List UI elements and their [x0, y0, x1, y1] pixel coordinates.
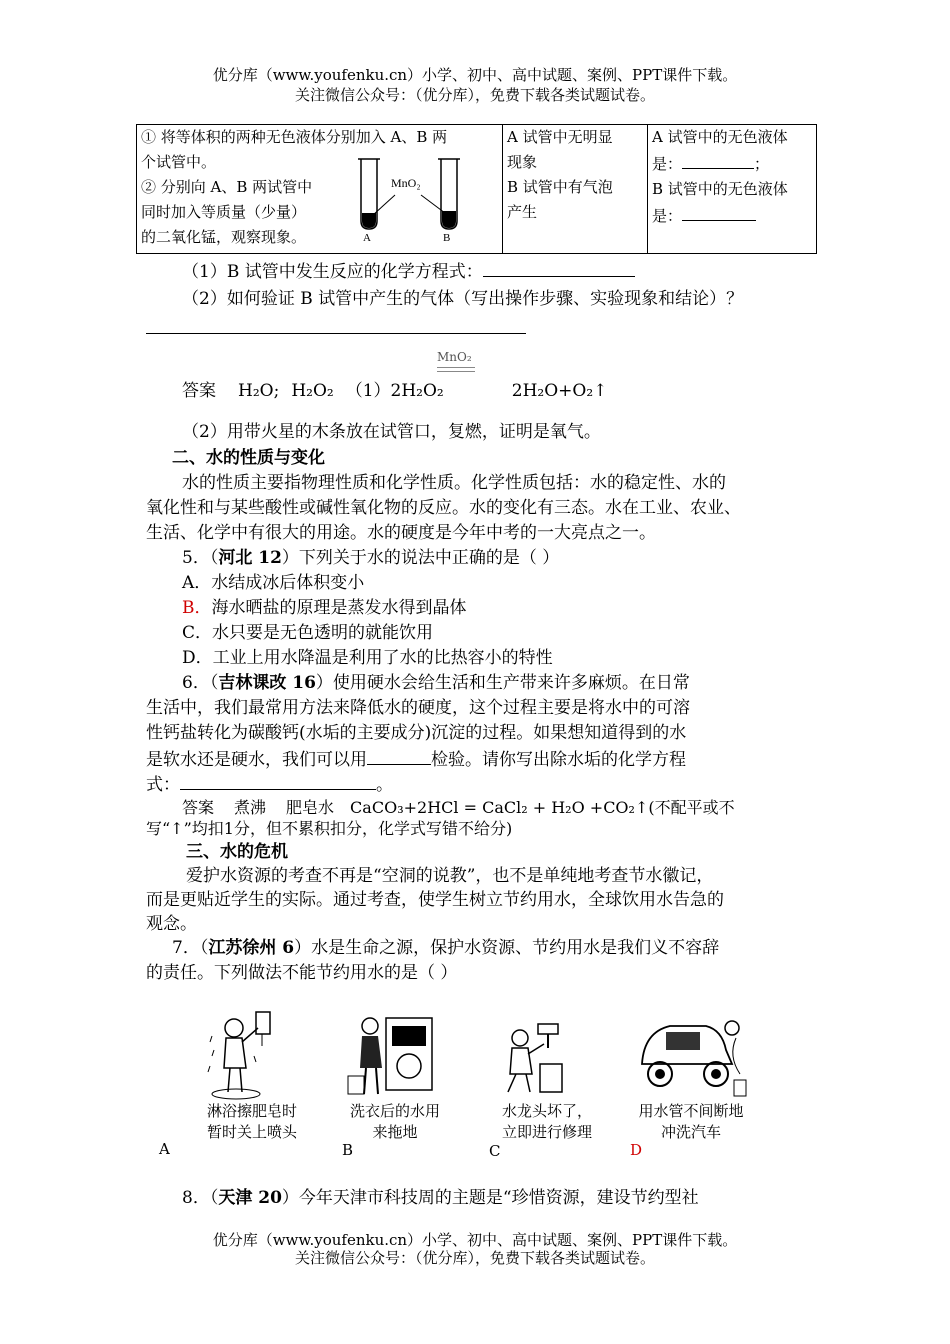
q-part1: （1）B 试管中发生反应的化学方程式：: [182, 258, 635, 285]
answer1-part2: （2）用带火星的木条放在试管口，复燃，证明是氧气。: [182, 422, 601, 442]
mno2-label: MnO₂: [391, 176, 421, 190]
picture-c-caption: 水龙头坏了， 立即进行修理: [501, 1102, 592, 1141]
q6-line-3: 性钙盐转化为碳酸钙(水垢的主要成分)沉淀的过程。如果想知道得到的水: [146, 723, 687, 743]
q5-option-d[interactable]: D．工业上用水降温是利用了水的比热容小的特性: [182, 648, 553, 668]
header-line-1: 优分库（www.youfenku.cn）小学、初中、高中试题、案例、PPT课件下载。: [212, 66, 738, 84]
q6-line-5: 式： 。: [146, 771, 393, 798]
answer-line: [146, 333, 526, 334]
procedure-line-2: 个试管中。: [141, 153, 217, 171]
q5-stem: 5．（河北 12）下列关于水的说法中正确的是（ ）: [182, 548, 560, 568]
q6-line-2: 生活中，我们最常用方法来降低水的硬度，这个过程主要是将水中的可溶: [146, 698, 690, 718]
q6-line-4: 是软水还是硬水，我们可以用 检验。请你写出除水垢的化学方程: [146, 746, 686, 773]
catalyst-label: MnO₂: [437, 350, 472, 364]
q6-answer-note: 写“↑”均扣1分，但不累积扣分，化学式写错不给分): [146, 819, 513, 838]
q5-option-a[interactable]: A．水结成冰后体积变小: [182, 573, 365, 593]
procedure-line-1: ① 将等体积的两种无色液体分别加入 A、B 两: [141, 128, 448, 146]
phenomenon-line-1: A 试管中无明显: [507, 128, 613, 146]
q7-stem: 7．（江苏徐州 6）水是生命之源，保护水资源、节约用水是我们义不容辞: [172, 938, 720, 958]
picture-d-caption: 用水管不间断地 冲洗汽车: [638, 1102, 744, 1141]
conclusion-line-2: 是： ；: [652, 150, 812, 177]
catalyst-line-1: [437, 367, 475, 368]
test-tubes-illustration: [349, 155, 469, 243]
experiment-table: [136, 124, 817, 254]
q6-blank-2[interactable]: [180, 771, 376, 790]
phenomenon-cell: [503, 125, 648, 254]
procedure-line-3: ② 分别向 A、B 两试管中: [141, 178, 313, 196]
faucet-repair-illustration: [494, 1018, 574, 1100]
conclusion-line-4: 是：: [652, 202, 812, 229]
picture-b-caption: 洗衣后的水用 来拖地: [349, 1102, 440, 1141]
shower-illustration: [204, 1006, 294, 1101]
footer-line-2: 关注微信公众号：（优分库），免费下载各类试题试卷。: [294, 1249, 655, 1267]
picture-a-letter[interactable]: A: [159, 1140, 170, 1158]
tube-a-label: A: [363, 232, 371, 243]
picture-d-letter[interactable]: D: [630, 1141, 643, 1159]
blank-b[interactable]: [682, 202, 756, 221]
catalyst-line-2: [437, 371, 475, 372]
tube-b-label: B: [443, 232, 451, 243]
section3-line-3: 观念。: [146, 914, 197, 934]
q5-option-b[interactable]: B．海水晒盐的原理是蒸发水得到晶体: [182, 598, 467, 618]
procedure-cell: [137, 125, 503, 254]
q6-answer: 答案 煮沸 肥皂水 CaCO₃+2HCl = CaCl₂ + H₂O +CO₂↑(不配平或不: [182, 798, 735, 817]
procedure-line-4: 同时加入等质量（少量）: [141, 203, 307, 221]
section3-line-2: 而是更贴近学生的实际。通过考查，使学生树立节约用水，全球饮用水告急的: [146, 890, 724, 910]
header-line-2: 关注微信公众号：（优分库），免费下载各类试题试卷。: [294, 86, 655, 104]
car-wash-illustration: [636, 1004, 748, 1100]
phenomenon-line-3: B 试管中有气泡: [507, 178, 613, 196]
section2-line-3: 生活、化学中有很大的用途。水的硬度是今年中考的一大亮点之一。: [146, 523, 656, 543]
procedure-line-5: 的二氧化锰，观察现象。: [141, 228, 307, 246]
picture-a-caption: 淋浴擦肥皂时 暂时关上喷头: [206, 1102, 297, 1141]
section2-line-1: 水的性质主要指物理性质和化学性质。化学性质包括：水的稳定性、水的: [182, 473, 726, 493]
q6-blank-1[interactable]: [367, 746, 431, 765]
q7-line-2: 的责任。下列做法不能节约用水的是（ ）: [146, 963, 458, 983]
section2-title: 二、水的性质与变化: [172, 448, 325, 468]
section2-line-2: 氧化性和与某些酸性或碱性氧化物的反应。水的变化有三态。水在工业、农业、: [146, 498, 741, 518]
phenomenon-line-4: 产生: [507, 203, 538, 221]
q8-stem: 8．（天津 20）今年天津市科技周的主题是“珍惜资源，建设节约型社: [182, 1188, 699, 1208]
picture-c-letter[interactable]: C: [489, 1142, 501, 1160]
q5-option-c[interactable]: C．水只要是无色透明的就能饮用: [182, 623, 434, 643]
picture-b-letter[interactable]: B: [342, 1141, 354, 1159]
answer1-row: 答案 H₂O; H₂O₂ （1）2H₂O₂ 2H₂O+O₂↑: [182, 381, 608, 401]
section3-line-1: 爱护水资源的考查不再是“空洞的说教”，也不是单纯地考查节水徽记，: [186, 866, 714, 886]
section3-title: 三、水的危机: [186, 842, 288, 862]
blank-a[interactable]: [682, 150, 754, 169]
q6-stem: 6．（吉林课改 16）使用硬水会给生活和生产带来许多麻烦。在日常: [182, 673, 690, 693]
conclusion-cell: [648, 125, 817, 254]
q-part2: （2）如何验证 B 试管中产生的气体（写出操作步骤、实验现象和结论）？: [182, 289, 744, 309]
phenomenon-line-2: 现象: [507, 153, 538, 171]
conclusion-line-3: B 试管中的无色液体: [652, 180, 788, 198]
laundry-illustration: [342, 1010, 442, 1100]
footer-line-1: 优分库（www.youfenku.cn）小学、初中、高中试题、案例、PPT课件下载。: [212, 1231, 738, 1249]
equation-blank[interactable]: [483, 258, 635, 277]
conclusion-line-1: A 试管中的无色液体: [652, 128, 788, 146]
